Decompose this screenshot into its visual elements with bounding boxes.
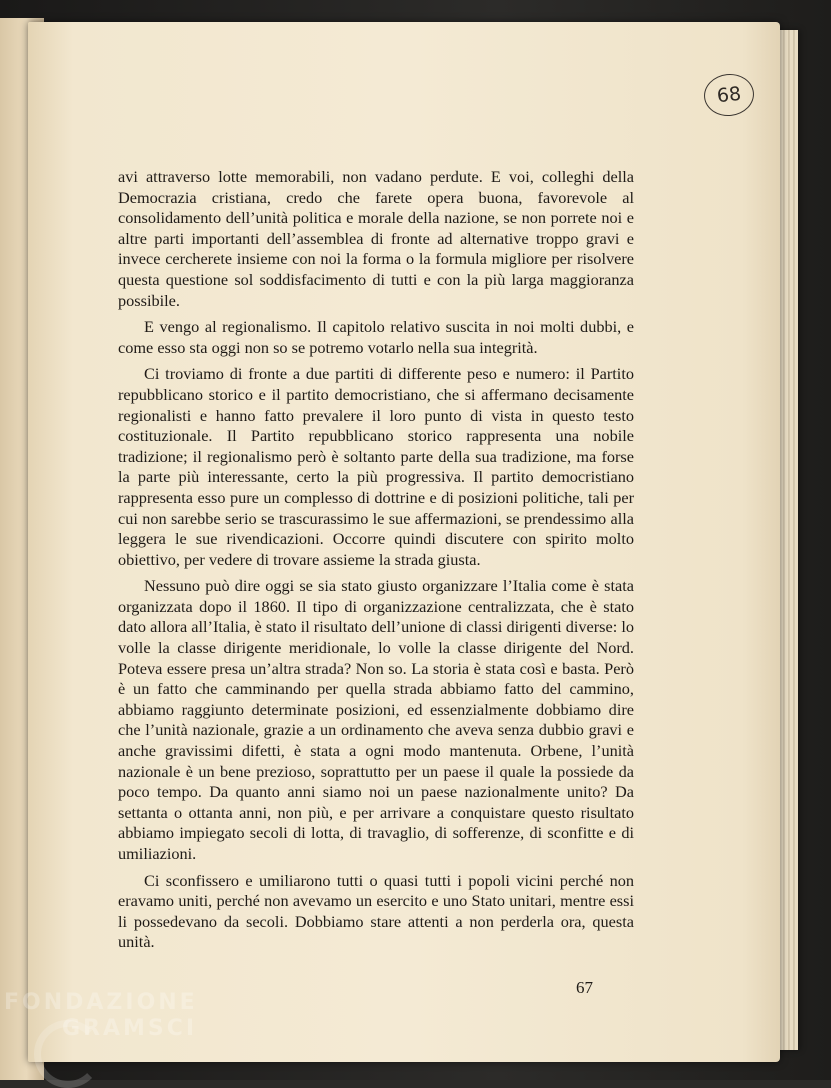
paragraph-3: Ci troviamo di fronte a due partiti di differente peso e numero: il Partito repubblicano storico e il partito democristiano, che si affermano decisamente regionalisti e hanno fatto prevalere il loro punto di vista in questo testo costituzionale. Il Partito repubblicano storico rappresenta una nobile tradizione; il regionalismo però è soltanto parte della sua tradizione, ma forse la parte più interessante, certo la più progressiva. Il partito democristiano rappresenta esso pure un complesso di dottrine e di posizioni politiche, tali per cui non sarebbe serio se trascurassimo le sue affermazioni, se prendessimo alla leggera le sue rivendicazioni. Occorre quindi discutere con spirito molto obiettivo, per vedere di trovare assieme la strada giusta.: [118, 364, 634, 569]
paragraph-5: Ci sconfissero e umiliarono tutti o quasi tutti i popoli vicini perché non eravamo uniti, perché non avevamo un esercito e uno Stato unitari, mentre essi li possedevano da secoli. Dobbiamo stare attenti a non perderla ora, questa unità.: [118, 870, 634, 952]
body-text: [118, 167, 634, 953]
paragraph-4: Nessuno può dire oggi se sia stato giusto organizzare l’Italia come è stata organizzata dopo il 1860. Il tipo di organizzazione centralizzata, che è stato dato allora all’Italia, è stato il risultato dell’unione di classi dirigenti diverse: lo volle la classe dirigente meridionale, lo volle la classe dirigente del Nord. Poteva essere presa un’altra strada? Non so. La storia è stata così e basta. Però è un fatto che camminando per quella strada abbiamo fatto del cammino, abbiamo raggiunto determinate posizioni, ed essenzialmente dobbiamo dire che l’unità nazionale, grazie a un ordinamento che aveva senza dubbio gravi e anche gravissimi difetti, è stata a ogni modo mantenuta. Orbene, l’unità nazionale è un bene prezioso, soprattutto per un paese il quale la possiede da poco tempo. Da quanto anni siamo noi un paese nazionalmente unito? Da settanta o ottanta anni, non più, e per arrivare a conquistare questo risultato abbiamo impiegato secoli di lotta, di travaglio, di sofferenze, di sconfitte e di umiliazioni.: [118, 576, 634, 863]
watermark-line-1: FONDAZIONE: [4, 990, 198, 1015]
paragraph-1: avi attraverso lotte memorabili, non vadano perdute. E voi, colleghi della Democrazia cristiana, credo che farete opera buona, favorevole al consolidamento dell’unità politica e morale della nazione, se non porrete noi e altre parti importanti dell’assemblea di fronte ad alternative troppo gravi e invece cercherete insieme con noi la forma o la formula migliore per risolvere questa questione sol soddisfacimento di tutti e con la più larga maggioranza possibile.: [118, 167, 634, 310]
archive-page-mark: 68: [702, 72, 756, 119]
page-number: 67: [576, 978, 593, 997]
watermark-line-2: GRAMSCI: [62, 1016, 198, 1041]
book-page: [28, 22, 780, 1062]
watermark: [4, 990, 198, 1042]
paragraph-2: E vengo al regionalismo. Il capitolo relativo suscita in noi molti dubbi, e come esso sta oggi non so se potremo votarlo nella sua integrità.: [118, 317, 634, 357]
